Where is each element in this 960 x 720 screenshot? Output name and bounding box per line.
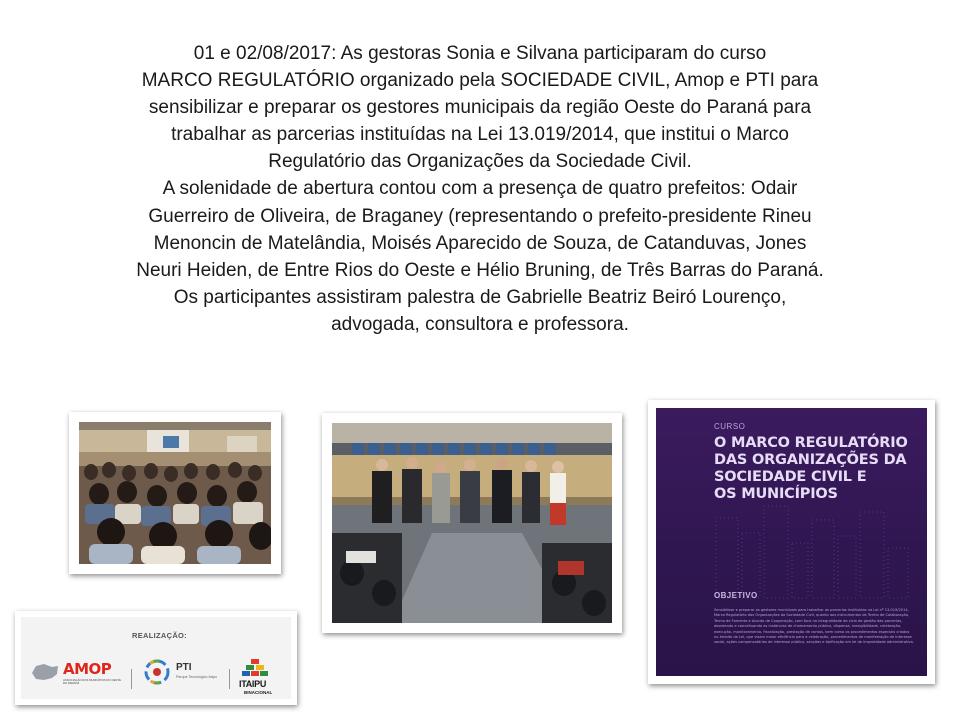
poster-title-line: SOCIEDADE CIVIL E (714, 469, 867, 485)
poster-title-line: OS MUNICÍPIOS (714, 486, 838, 502)
poster-objective-body: Sensibilizar e preparar os gestores municipais para trabalhar as parcerias instituídas na Lei nº 13.019/2014, Marco Regulatório das Organizações da Sociedade Civil, quanto aos instrumentos de Termo de Colaboração, Termo de Fomento e Acordo de Cooperação, com foco na integralidade do ciclo de gestão das parcerias, abordando e conceituando as instâncias de chamamento público, dispensa, inexigibilidade, celebração, execução, monitoramento, fiscalização, prestação de contas, bem como os procedimentos especiais criados no âmbito da Lei, que visam maior eficiência para a celebração, procedimentos de manifestação de interesse social, ações compensatórias de interesse público, sanções e tipificação em lei de improbidade administrativa. (714, 608, 914, 645)
itaipu-logo-icon (242, 659, 268, 677)
text-line: Neuri Heiden, de Entre Rios do Oeste e Hélio Bruning, de Três Barras do Paraná. (136, 259, 824, 281)
stage-photo (322, 413, 622, 633)
text-line: MARCO REGULATÓRIO organizado pela SOCIEDADE CIVIL, Amop e PTI para (141, 70, 819, 92)
audience-photo (69, 412, 281, 574)
itaipu-subtitle: BINACIONAL (244, 690, 273, 695)
text-line: A solenidade de abertura contou com a presença de quatro prefeitos: Odair (162, 178, 798, 200)
audience-photo-image (79, 422, 271, 564)
poster-title-line: DAS ORGANIZAÇÕES DA (714, 452, 907, 468)
amop-logo: AMOP (63, 660, 112, 678)
parana-map-icon (30, 661, 60, 683)
pti-logo-icon (142, 657, 172, 687)
text-line: 01 e 02/08/2017: As gestoras Sonia e Silvana participaram do curso (193, 43, 767, 64)
text-line: advogada, consultora e professora. (331, 313, 629, 335)
poster-title (714, 435, 924, 503)
logo-separator (229, 669, 230, 689)
text-line: Guerreiro de Oliveira, de Braganey (representando o prefeito-presidente Rineu (148, 205, 812, 227)
poster-title-line: O MARCO REGULATÓRIO (714, 435, 908, 451)
logo-separator (131, 669, 132, 689)
course-poster (648, 400, 935, 684)
course-poster-image (656, 408, 927, 676)
realizacao-label: REALIZAÇÃO: (132, 631, 187, 640)
text-line: sensibilizar e preparar os gestores municipais da região Oeste do Paraná para (148, 97, 812, 119)
text-line: Menoncin de Matelândia, Moisés Aparecido de Souza, de Catanduvas, Jones (153, 232, 807, 254)
poster-objective-heading: OBJETIVO (714, 591, 758, 600)
announcement-text (20, 40, 940, 338)
amop-tagline: ASSOCIAÇÃO DOS MUNICÍPIOS DO OESTE DO PARANÁ (63, 678, 121, 686)
itaipu-logo: ITAIPU (239, 679, 267, 689)
pti-logo: PTI (176, 662, 192, 673)
pti-tagline: Parque Tecnológico Itaipu (176, 675, 218, 679)
text-line: Os participantes assistiram palestra de Gabrielle Beatriz Beiró Lourenço, (173, 286, 787, 308)
text-line: Regulatório das Organizações da Sociedade Civil. (268, 151, 692, 173)
poster-label: CURSO (714, 422, 746, 431)
stage-photo-image (332, 423, 612, 623)
realizacao-card (15, 611, 297, 705)
text-line: trabalhar as parcerias instituídas na Lei 13.019/2014, que institui o Marco (171, 124, 789, 146)
